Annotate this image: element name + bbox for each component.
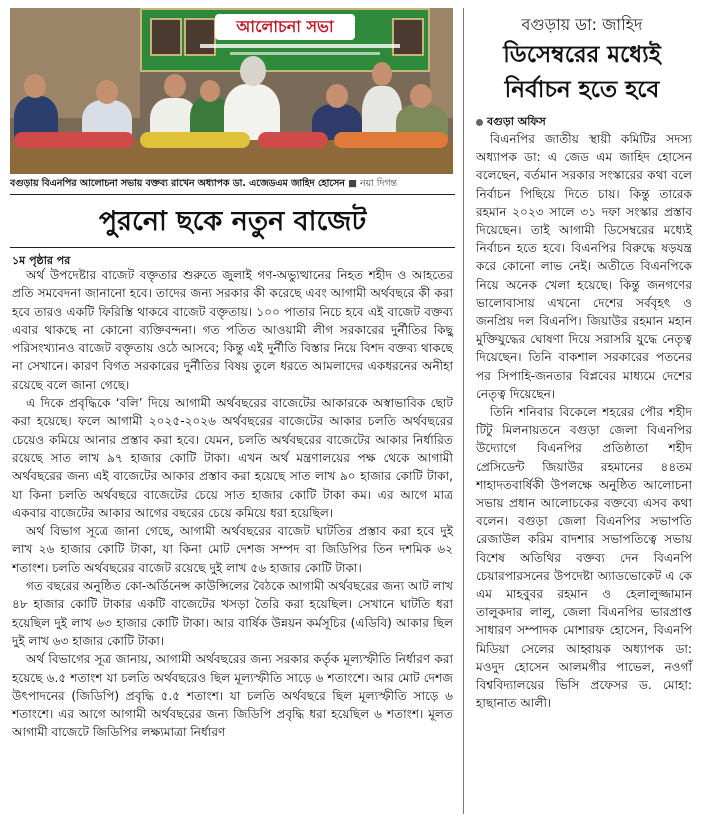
person-head xyxy=(372,62,392,86)
flowers xyxy=(14,132,134,148)
caption-source: ■ নয়া দিগন্ত xyxy=(348,178,398,189)
byline-text: বগুড়া অফিস xyxy=(487,115,546,128)
column-separator xyxy=(463,8,464,814)
caption-text: বগুড়ায় বিএনপির আলোচনা সভায় বক্তব্য রাখেন অধ্যাপক ডা. এজেডএম জাহিদ হোসেন xyxy=(10,178,345,189)
flowers xyxy=(334,132,448,148)
flowers xyxy=(258,132,328,148)
paragraph: বিএনপির জাতীয় স্থায়ী কমিটির সদস্য অধ্যাপক ডা: এ জেড এম জাহিদ হোসেন বলেছেন, বর্তমান সরকার সংস্কারের কথা বলে নির্বাচন পিছিয়ে দিতে চায়। কিন্তু তারেক রহমান ২০২৩ সালে ৩১ দফা সংস্কার প্রস্তাব দিয়েছেন। তাই আগামী ডিসেম্বরের মধ্যেই নির্বাচন হতে হবে। বিএনপির বিরুদ্ধে ষড়যন্ত্র করে কোনো লাভ নেই। অতীতে বিএনপিকে নিয়ে অনেক খেলা হয়েছে। কিন্তু জনগণের ভালোবাসায় এখনো দেশের সর্ববৃহৎ ও জনপ্রিয় দল বিএনপি। জিয়াউর রহমান মহান মুক্তিযুদ্ধের ঘোষণা দিয়ে সরাসরি যুদ্ধে নেতৃত্ব দিয়েছেন। তিনি বাকশাল সরকারের পতনের পর সিপাহি-জনতার বিপ্লবের মাধ্যমে দেশের নেতৃত্ব দিয়েছেন। xyxy=(476,132,692,401)
banner-subtext xyxy=(230,52,380,55)
person-head xyxy=(200,80,220,102)
banner-portrait xyxy=(392,18,424,56)
paragraph: তিনি শনিবার বিকেলে শহরের পৌর শহীদ টিটু মিলনায়তনে বগুড়া জেলা বিএনপির উদ্যোগে বিএনপির প্রতিষ্ঠাতা শহীদ প্রেসিডেন্ট জিয়াউর রহমানের ৪৪তম শাহাদতবার্ষিকী উপলক্ষে অনুষ্ঠিত আলোচনা সভায় প্রধান আলোচকের বক্তব্যে এসব কথা বলেন। বগুড়া জেলা বিএনপির সভাপতি রেজাউল করিম বাদশার সভাপতিত্বে সভায় বিশেষ অতিথির বক্তব্য দেন বিএনপি চেয়ারপারসনের উপদেষ্টা অ্যাডভোকেট এ কে এম মাহবুবর রহমান ও হেলালুজ্জামান তালুকদার লালু, জেলা বিএনপির ভারপ্রাপ্ত সাধারণ সম্পাদক মোশারফ হোসেন, বিএনপি মিডিয়া সেলের আহ্বায়ক অধ্যাপক ডা: মওদুদ হোসেন আলমগীর পাভেল, নওগাঁ বিশ্ববিদ্যালয়ের ভিসি প্রফেসর ড. মোহা: হাছানাত আলী। xyxy=(476,405,692,711)
paragraph: গত বছরের অনুষ্ঠিত কো-অর্ডিনেন্স কাউন্সিলের বৈঠকে আগামী অর্থবছরের জন্য আট লাখ ৪৮ হাজার কোটি টাকার একটি বাজেটের খসড়া তৈরি করা হয়েছিল। সেখানে ঘাটতি ধরা হয়েছিল দুই লাখ ৬৩ হাজার কোটি টাকা। আর বার্ষিক উন্নয়ন কর্মসূচির (এডিবি) আকার ছিল দুই লাখ ৬৩ হাজার কোটি টাকা। xyxy=(12,579,453,648)
divider xyxy=(10,247,455,248)
photo-wall-right xyxy=(430,8,453,118)
bullet-icon xyxy=(476,119,483,126)
paragraph: অর্থ বিভাগের সূত্র জানায়, আগামী অর্থবছরের জন্য সরকার কর্তৃক মূল্যস্ফীতি নির্ধারণ করা হয়েছে ৬.৫ শতাংশ যা চলতি অর্থবছরেও ছিল মূল্যস্ফীতি সাড়ে ৬ শতাংশে। আর মোট দেশজ উৎপাদনের (জিডিপি) প্রবৃদ্ধি ৫.৫ শতাংশ। যা চলতি অর্থবছরে ছিল মূল্যস্ফীতি সাড়ে ৬ শতাংশে। এর আগে আগামী অর্থবছরের জন্য জিডিপি প্রবৃদ্ধি ধরা হয়েছিল ৬ শতাংশ। মূলত আগামী বাজেটে জিডিপির লক্ষ্যমাত্রা নির্ধারণ xyxy=(12,652,453,740)
person-head xyxy=(164,74,186,98)
photo-caption xyxy=(10,177,455,191)
side-kicker: বগুড়ায় ডা: জাহিদ xyxy=(521,15,643,34)
continuation-dateline: ১ম পৃষ্ঠার পর xyxy=(12,254,71,267)
banner-subtext xyxy=(200,44,400,48)
banner-title: আলোচনা সভা xyxy=(215,14,355,40)
divider xyxy=(10,194,455,195)
banner-portrait xyxy=(150,18,182,56)
person-head xyxy=(24,74,46,98)
side-headline: ডিসেম্বরের মধ্যেই নির্বাচন হতে হবে xyxy=(503,42,661,103)
paragraph: অর্থ উপদেষ্টার বাজেট বক্তৃতার শুরুতে জুলাই গণ-অভ্যুত্থানের নিহত শহীদ ও আহতের প্রতি সমবেদনা জানানো হবে। তাদের জন্য সরকার কী করেছে এবং আগামী অর্থবছরে কী করা হবে তারও একটি ফিরিস্তি থাকবে বাজেট বক্তৃতায়। ১০০ পাতার নিচে হবে এই বাজেট বক্তব্য এবার থাকছে না কোনো ব্যক্তিবন্দনা। গত পতিত আওয়ামী লীগ সরকারের দুর্নীতির কিছু পরিসংখ্যানও বাজেট বক্তৃতায় ওঠে আসবে; কিন্তু এই দুর্নীতি বিস্তার নিয়ে বিশদ বক্তব্য থাকছে না সেখানে। কারণ বিগত সরকারের দুর্নীতির বিষয় তুলে ধরতে আমলাদের একধরনের অনীহা রয়েছে বলে জানা গেছে। xyxy=(12,268,453,392)
banner-portrait xyxy=(184,18,216,56)
speaker-head xyxy=(240,56,266,86)
paragraph: এ দিকে প্রবৃদ্ধিকে ‘বলি’ দিয়ে আগামী অর্থবছরের বাজেটের আকারকে অস্বাভাবিক ছোট করা হয়েছে। ফলে আগামী ২০২৫-২০২৬ অর্থবছরের বাজেটের আকার চলতি অর্থবছরের চেয়েও কমিয়ে আনার প্রস্তাব করা হবে। যেমন, চলতি অর্থবছরের বাজেটের আকার নির্ধারিত রয়েছে সাত লাখ ৯৭ হাজার কোটি টাকা। এখন অর্থ মন্ত্রণালয়ের পক্ষ থেকে আগামী অর্থবছরের জন্য এই বাজেটের আকার প্রস্তাব করা হয়েছে সাত লাখ ৯০ হাজার কোটি টাকা, যা কিনা চলতি অর্থবছরে বাজেটের চেয়ে সাত হাজার কোটি টাকা কম। এর আগে মাত্র একবার বাজেটের আকার আগের বছরের চেয়ে কমিয়ে ধরা হয়েছিল। xyxy=(12,396,453,520)
main-article-body xyxy=(12,266,453,742)
side-article-body xyxy=(476,130,692,713)
paragraph: অর্থ বিভাগ সূত্রে জানা গেছে, আগামী অর্থবছরের বাজেট ঘাটতির প্রস্তাব করা হবে দুই লাখ ২৬ হাজার কোটি টাকা, যা কিনা মোট দেশজ সম্পদ বা জিডিপির তিন দশমিক ৬২ শতাংশ। চলতি অর্থবছরের বাজেট রয়েছে দুই লাখ ৫৬ হাজার কোটি টাকা। xyxy=(12,524,453,575)
main-headline: পুরনো ছকে নতুন বাজেট xyxy=(98,206,367,237)
person-head xyxy=(96,80,118,104)
person-head xyxy=(326,84,348,108)
flowers xyxy=(140,132,250,148)
person-head xyxy=(410,84,432,108)
